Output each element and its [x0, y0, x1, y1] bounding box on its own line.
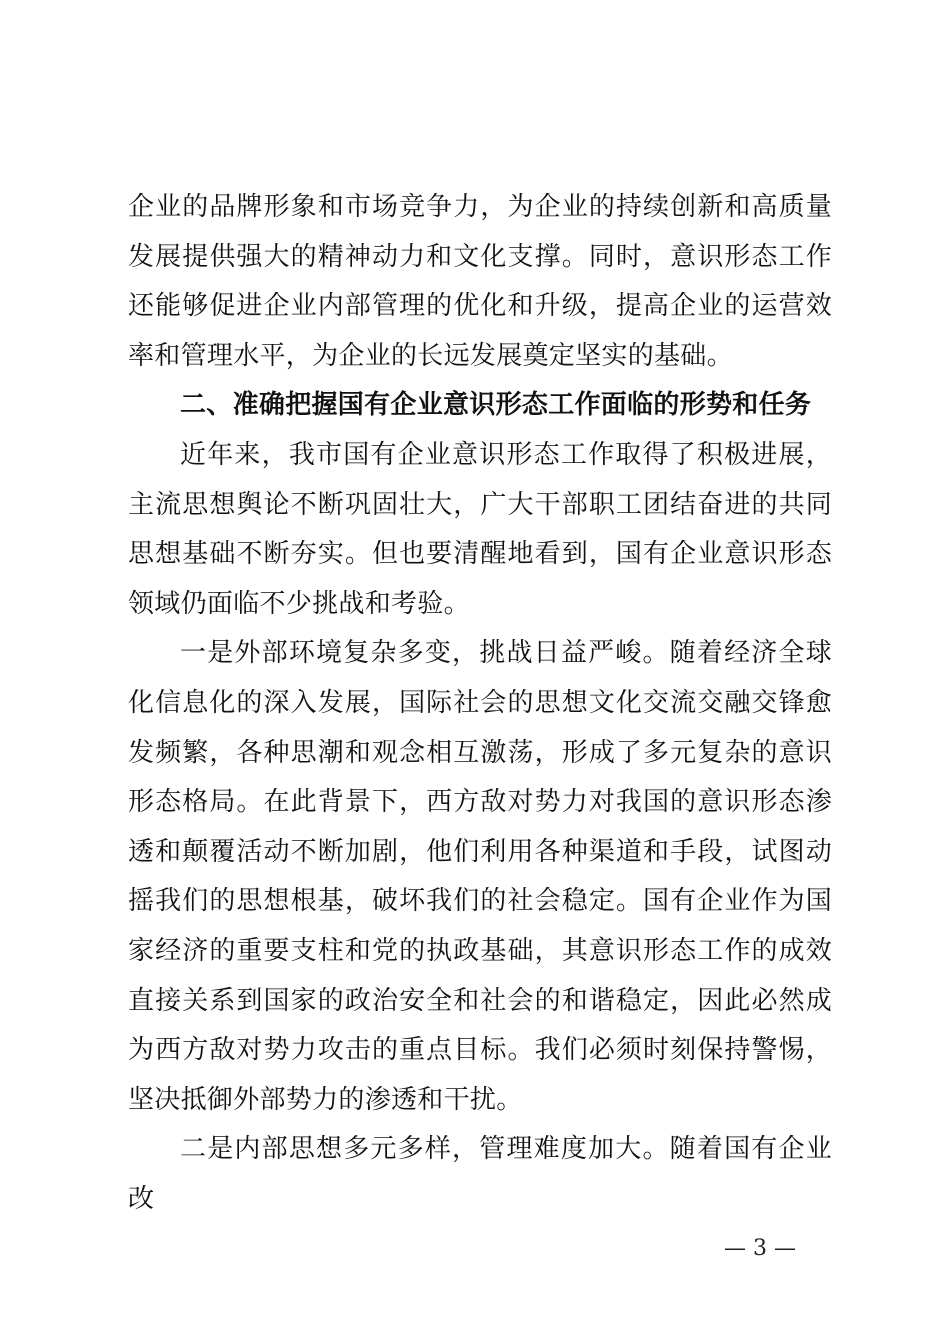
paragraph-situation: 近年来，我市国有企业意识形态工作取得了积极进展，主流思想舆论不断巩固壮大，广大干部职工团结奋进的共同思想基础不断夯实。但也要清醒地看到，国有企业意识形态领域仍面临不少挑战和考验。 [128, 439, 832, 619]
paragraph-continuation: 企业的品牌形象和市场竞争力，为企业的持续创新和高质量发展提供强大的精神动力和文化支撑。同时，意识形态工作还能够促进企业内部管理的优化和升级，提高企业的运营效率和管理水平，为企业的长远发展奠定坚实的基础。 [128, 192, 832, 371]
page-number: — 3 — [724, 1236, 796, 1261]
paragraph-external-environment: 一是外部环境复杂多变，挑战日益严峻。随着经济全球化信息化的深入发展，国际社会的思想文化交流交融交锋愈发频繁，各种思潮和观念相互激荡，形成了多元复杂的意识形态格局。在此背景下，西方敌对势力对我国的意识形态渗透和颠覆活动不断加剧，他们利用各种渠道和手段，试图动摇我们的思想根基，破坏我们的社会稳定。国有企业作为国家经济的重要支柱和党的执政基础，其意识形态工作的成效直接关系到国家的政治安全和社会的和谐稳定，因此必然成为西方敌对势力攻击的重点目标。我们必须时刻保持警惕，坚决抵御外部势力的渗透和干扰。 [128, 638, 832, 1115]
paragraph-internal-thought: 二是内部思想多元多样，管理难度加大。随着国有企业改 [128, 1134, 832, 1214]
document-body [128, 183, 832, 1224]
section-heading: 二、准确把握国有企业意识形态工作面临的形势和任务 [180, 390, 812, 421]
